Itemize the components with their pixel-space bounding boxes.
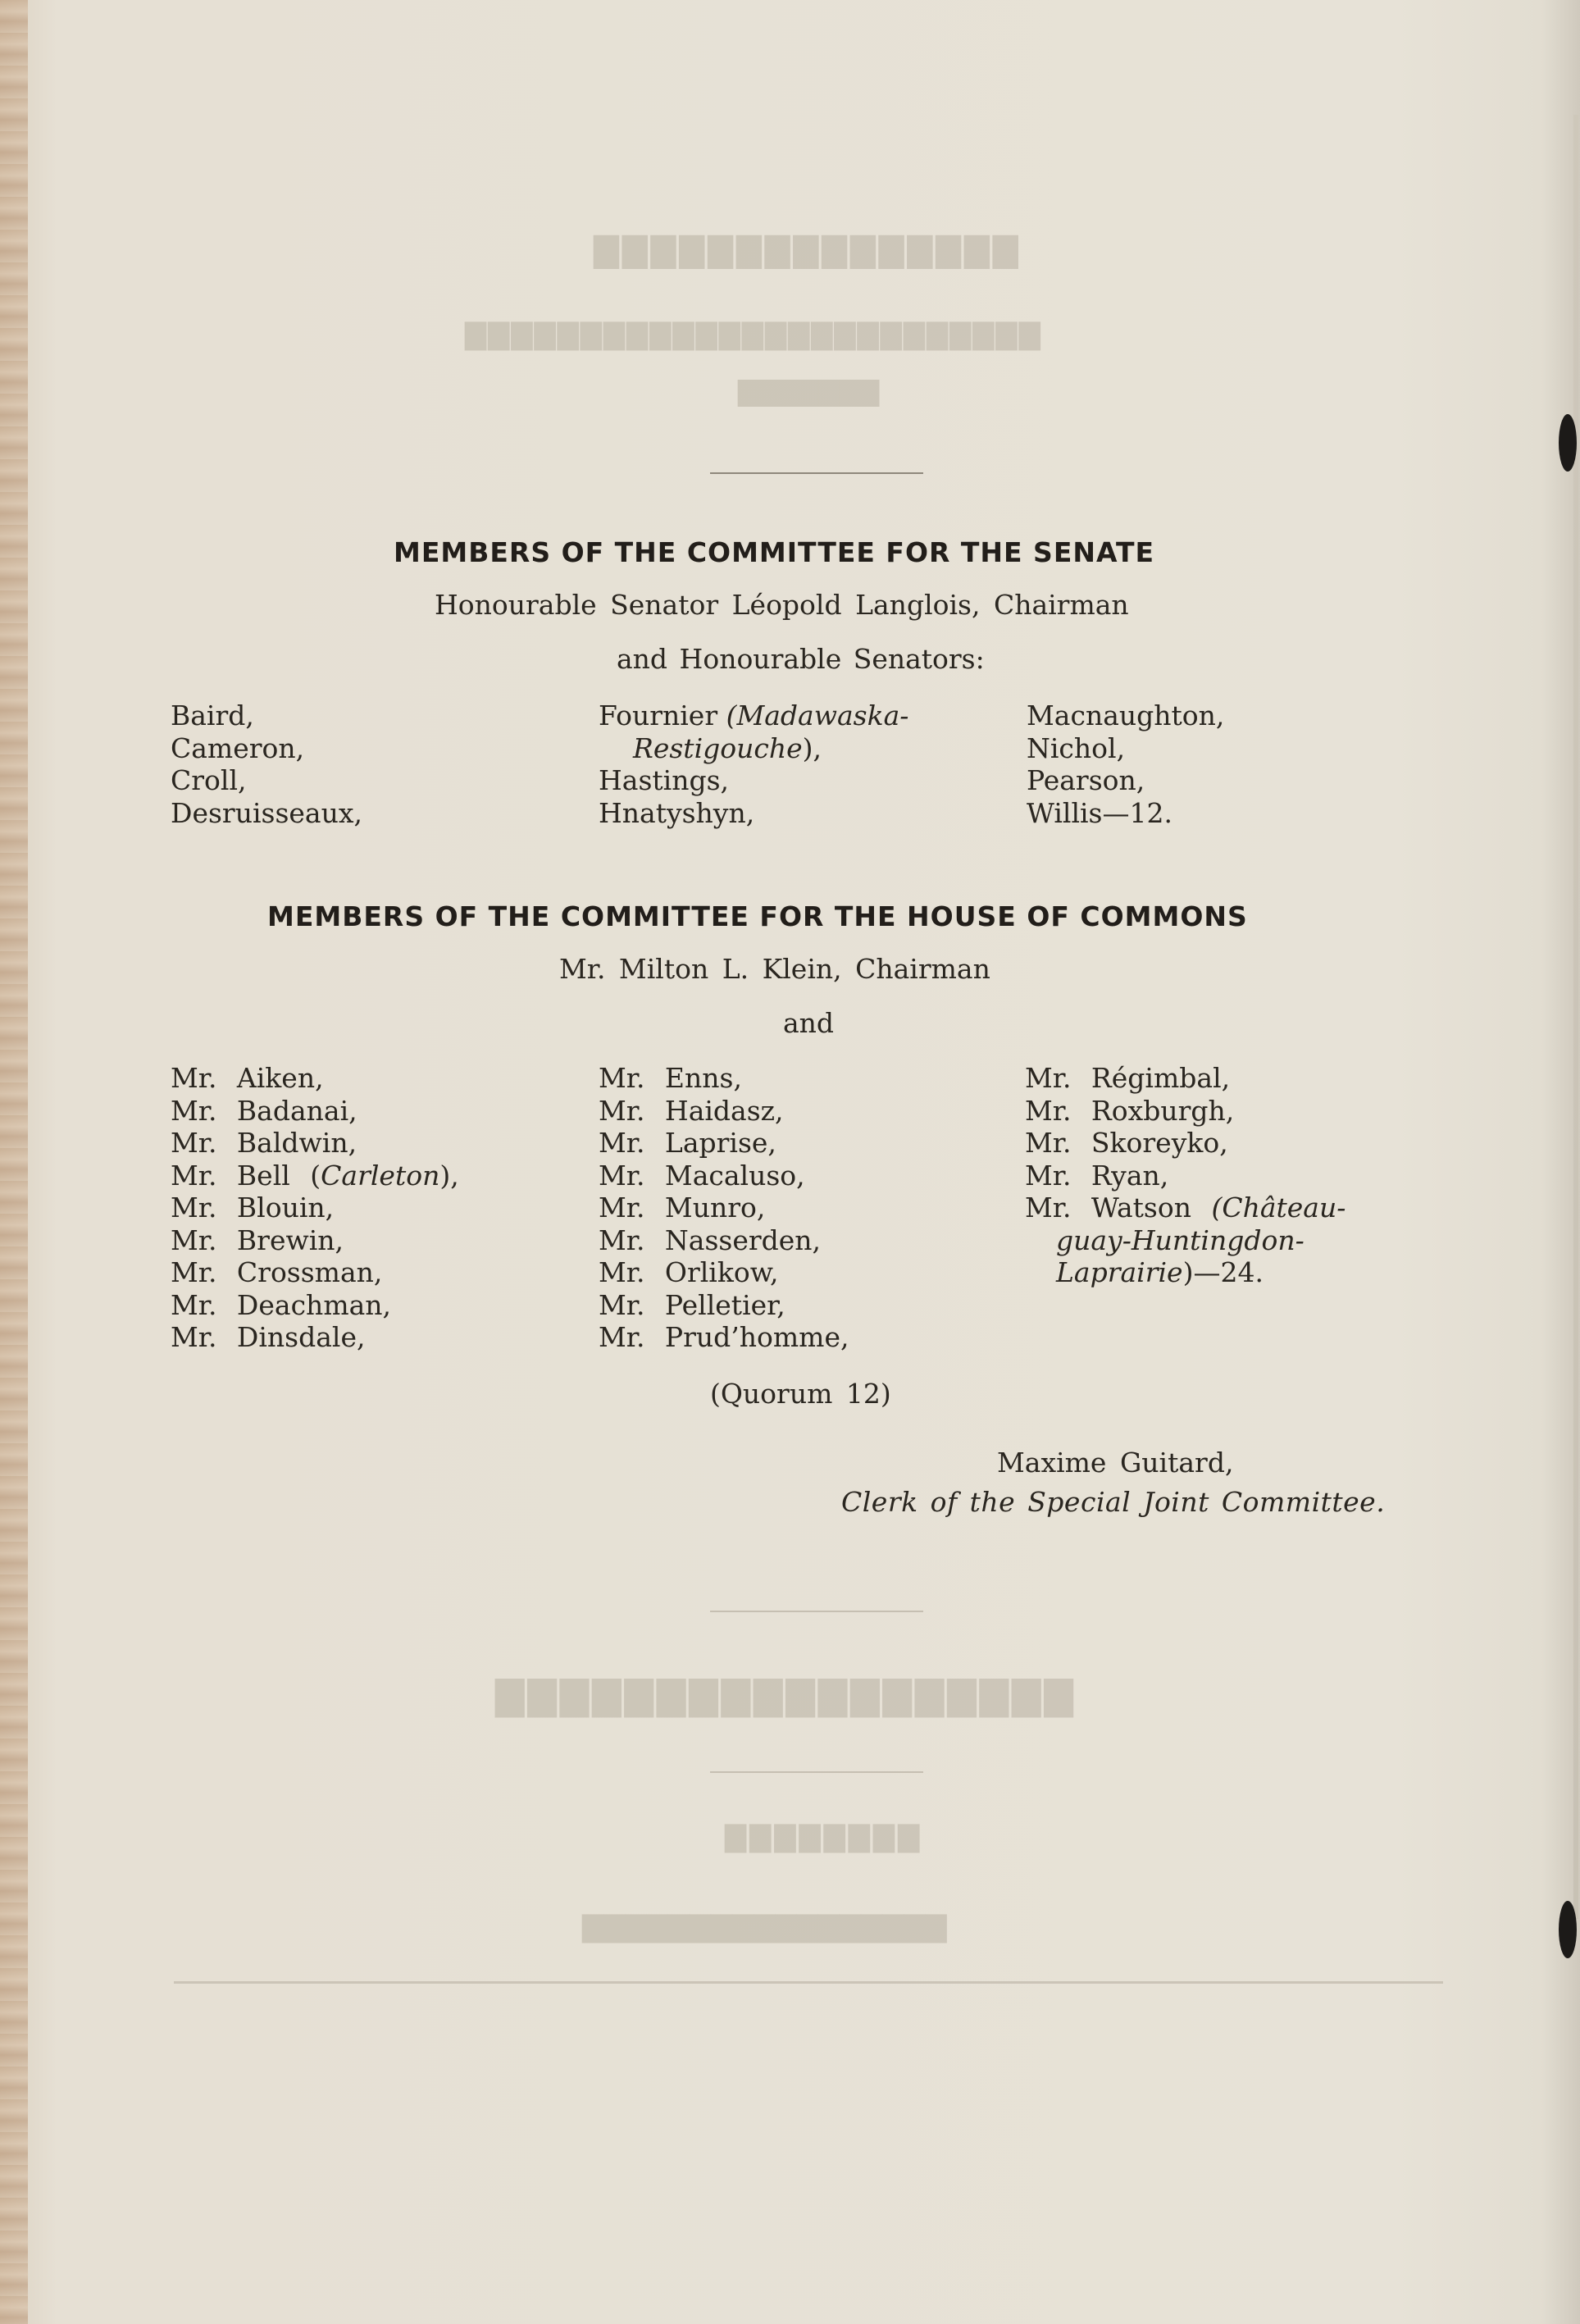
clerk-title: Clerk of the Special Joint Committee. xyxy=(841,1486,1386,1518)
commons-member: Mr. Pelletier, xyxy=(599,1288,785,1321)
commons-member: Mr. Crossman, xyxy=(171,1256,383,1288)
senate-members-column-3 xyxy=(1027,699,1224,829)
senate-chairman: Honourable Senator Léopold Langlois, Chairman xyxy=(435,589,1129,621)
senate-member: Macnaughton, xyxy=(1027,699,1225,731)
commons-member: Mr. Nasserden, xyxy=(599,1224,822,1256)
senate-member-continuation xyxy=(599,732,908,765)
commons-members-column-3 xyxy=(1025,1062,1346,1289)
show-through-text: ▇▇▇▇▇▇▇▇ xyxy=(722,1820,920,1853)
commons-member xyxy=(171,1160,459,1192)
commons-heading: MEMBERS OF THE COMMITTEE FOR THE HOUSE OF COMMONS xyxy=(267,900,1248,932)
show-through-rule xyxy=(710,1771,923,1773)
commons-member: Mr. Blouin, xyxy=(171,1192,335,1224)
commons-subheading: and xyxy=(783,1007,835,1039)
senate-member xyxy=(599,699,908,732)
member-name: Mr. Watson xyxy=(1025,1192,1212,1224)
commons-member: Mr. Badanai, xyxy=(171,1094,357,1127)
senate-member: Croll, xyxy=(171,764,247,796)
commons-member: Mr. Laprise, xyxy=(599,1127,776,1159)
senate-member: Nichol, xyxy=(1027,731,1126,764)
commons-members-column-2 xyxy=(599,1062,849,1354)
member-riding: (Château- xyxy=(1211,1192,1346,1224)
senate-member: Desruisseaux, xyxy=(171,796,362,829)
member-riding: Laprairie xyxy=(1056,1256,1183,1288)
commons-member: Mr. Haidasz, xyxy=(599,1094,784,1127)
page-binding xyxy=(0,0,28,2324)
show-through-text: ▇▇▇▇▇▇▇▇▇▇▇▇▇▇▇▇▇ xyxy=(582,1911,947,1944)
commons-member: Mr. Baldwin, xyxy=(171,1127,357,1159)
member-riding-suffix: ), xyxy=(439,1159,459,1192)
commons-member: Mr. Prud’homme, xyxy=(599,1321,849,1353)
commons-chairman: Mr. Milton L. Klein, Chairman xyxy=(559,953,990,985)
senate-member: Hnatyshyn, xyxy=(599,796,755,829)
member-riding-suffix: ), xyxy=(802,731,822,764)
commons-member: Mr. Enns, xyxy=(599,1062,742,1094)
senate-members-column-1 xyxy=(171,699,362,829)
show-through-text: ▇▇▇▇▇▇▇▇▇▇▇▇▇▇▇ xyxy=(590,231,1018,269)
show-through-rule xyxy=(710,1611,923,1612)
member-riding: Carleton xyxy=(321,1159,440,1192)
commons-member: Mr. Orlikow, xyxy=(599,1256,779,1288)
commons-member: Mr. Macaluso, xyxy=(599,1159,805,1192)
page-edge-shadow xyxy=(1573,115,1578,1919)
commons-member: Mr. Brewin, xyxy=(171,1224,344,1256)
member-riding: (Madawaska- xyxy=(726,699,909,731)
show-through-rule xyxy=(174,1981,1443,1984)
show-through-text: ▇▇▇▇▇▇▇ xyxy=(738,376,880,407)
member-riding-suffix: )—24. xyxy=(1182,1256,1264,1288)
member-name: Mr. Bell ( xyxy=(171,1159,321,1192)
member-riding: guay-Huntingdon- xyxy=(1056,1224,1305,1256)
commons-member: Mr. Munro, xyxy=(599,1192,766,1224)
member-name: Fournier xyxy=(599,699,726,731)
punch-hole xyxy=(1559,1901,1577,1958)
clerk-name: Maxime Guitard, xyxy=(997,1447,1234,1479)
senate-member: Willis—12. xyxy=(1027,796,1172,829)
commons-member: Mr. Skoreyko, xyxy=(1025,1127,1228,1159)
senate-member: Cameron, xyxy=(171,731,305,764)
commons-member: Mr. Dinsdale, xyxy=(171,1321,366,1353)
commons-member: Mr. Deachman, xyxy=(171,1288,392,1321)
senate-subheading: and Honourable Senators: xyxy=(617,643,985,675)
punch-hole xyxy=(1559,414,1577,472)
commons-members-column-1 xyxy=(171,1062,459,1354)
senate-member: Hastings, xyxy=(599,764,730,796)
commons-member-continuation xyxy=(1025,1224,1346,1257)
quorum-note: (Quorum 12) xyxy=(710,1378,891,1410)
member-riding: Restigouche xyxy=(633,731,803,764)
commons-member: Mr. Roxburgh, xyxy=(1025,1094,1235,1127)
commons-member: Mr. Ryan, xyxy=(1025,1159,1169,1192)
senate-member: Pearson, xyxy=(1027,764,1145,796)
show-through-text: ▇▇▇▇▇▇▇▇▇▇▇▇▇▇▇▇▇▇ xyxy=(492,1673,1073,1717)
commons-member xyxy=(1025,1192,1346,1224)
top-divider-rule xyxy=(710,472,923,474)
commons-member: Mr. Aiken, xyxy=(171,1062,324,1094)
senate-heading: MEMBERS OF THE COMMITTEE FOR THE SENATE xyxy=(394,536,1155,568)
senate-member: Baird, xyxy=(171,699,254,731)
senate-members-column-2 xyxy=(599,699,908,829)
commons-member-continuation xyxy=(1025,1256,1346,1289)
show-through-text: ▇▇▇▇▇▇▇▇▇▇▇▇▇▇▇▇▇▇▇▇▇▇▇▇▇ xyxy=(463,318,1040,351)
commons-member: Mr. Régimbal, xyxy=(1025,1062,1231,1094)
